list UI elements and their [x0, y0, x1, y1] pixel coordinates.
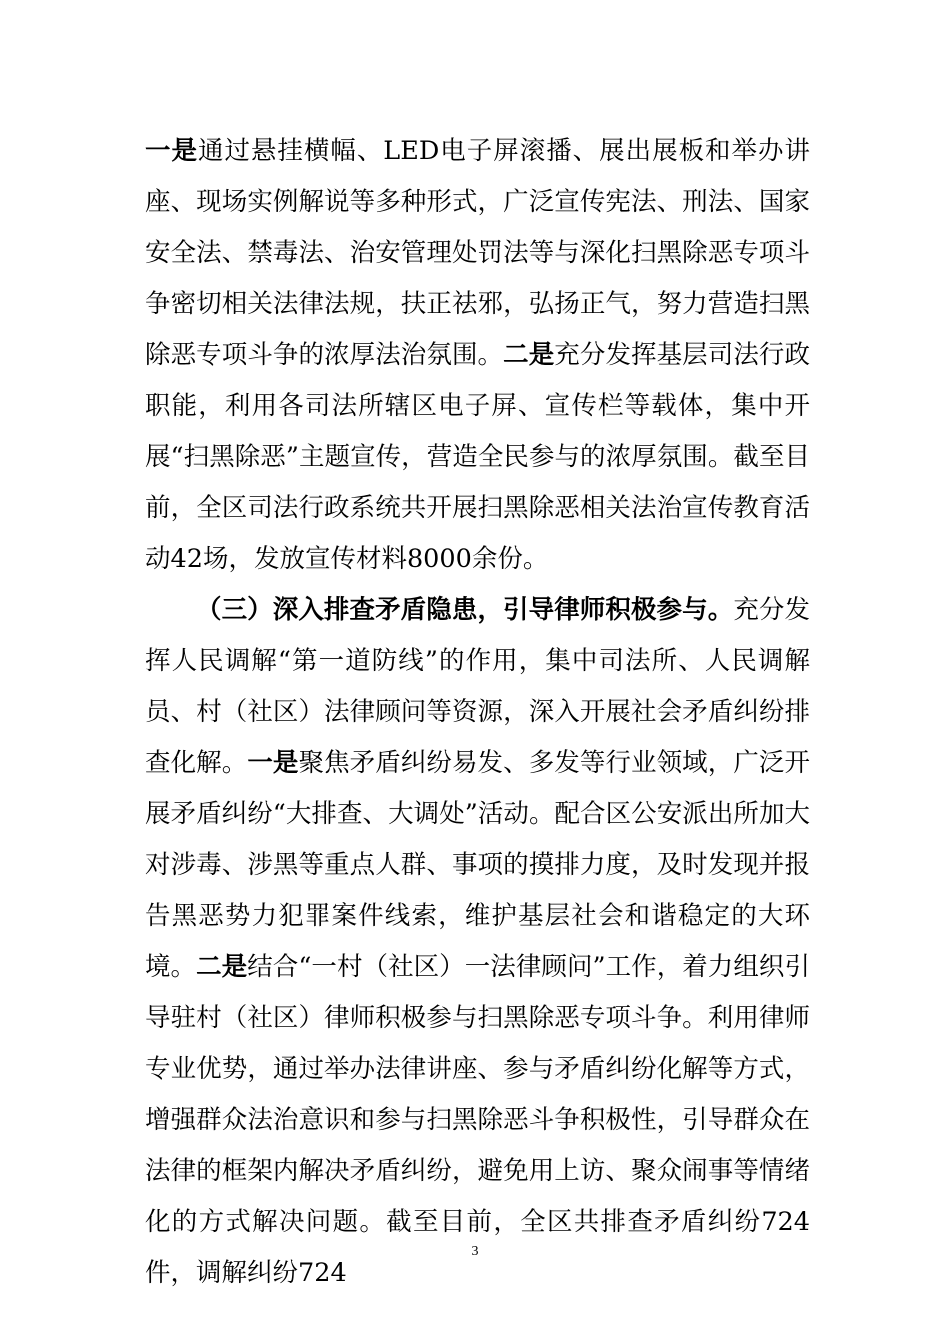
paragraph-text: 聚焦矛盾纠纷易发、多发等行业领域，广泛开展矛盾纠纷“大排查、大调处”活动。配合区公安派出所加大对涉毒、涉黑等重点人群、事项的摸排力度，及时发现并报告黑恶势力犯罪案件线索，维护基层社会和谐稳定的大环境。 [145, 748, 810, 982]
paragraph-text: 结合“一村（社区）一法律顾问”工作，着力组织引导驻村（社区）律师积极参与扫黑除恶专项斗争。利用律师专业优势，通过举办法律讲座、参与矛盾纠纷化解等方式，增强群众法治意识和参与扫黑除恶斗争积极性，引导群众在法律的框架内解决矛盾纠纷，避免用上访、聚众闹事等情绪化的方式解决问题。截至目前，全区共排查矛盾纠纷724件，调解纠纷724 [145, 952, 810, 1288]
section-heading: （三）深入排查矛盾隐患，引导律师积极参与。 [196, 595, 734, 625]
paragraph-mediation [145, 585, 810, 1299]
page-number: 3 [471, 1244, 479, 1259]
body-text [145, 126, 810, 1299]
lead-marker-second: 二是 [503, 340, 555, 370]
lead-marker-first: 一是 [247, 748, 299, 778]
paragraph-text: 通过悬挂横幅、LED电子屏滚播、展出展板和举办讲座、现场实例解说等多种形式，广泛宣传宪法、刑法、国家安全法、禁毒法、治安管理处罚法等与深化扫黑除恶专项斗争密切相关法律法规，扶正祛邪，弘扬正气，努力营造扫黑除恶专项斗争的浓厚法治氛围。 [145, 136, 810, 370]
lead-marker-first: 一是 [145, 136, 198, 166]
lead-marker-second: 二是 [196, 952, 248, 982]
paragraph-publicity [145, 126, 810, 585]
paragraph-text: 充分发挥人民调解“第一道防线”的作用，集中司法所、人民调解员、村（社区）法律顾问等资源，深入开展社会矛盾纠纷排查化解。 [145, 595, 810, 778]
paragraph-text: 充分发挥基层司法行政职能，利用各司法所辖区电子屏、宣传栏等载体，集中开展“扫黑除恶”主题宣传，营造全民参与的浓厚氛围。截至目前，全区司法行政系统共开展扫黑除恶相关法治宣传教育活动42场，发放宣传材料8000余份。 [145, 340, 810, 574]
